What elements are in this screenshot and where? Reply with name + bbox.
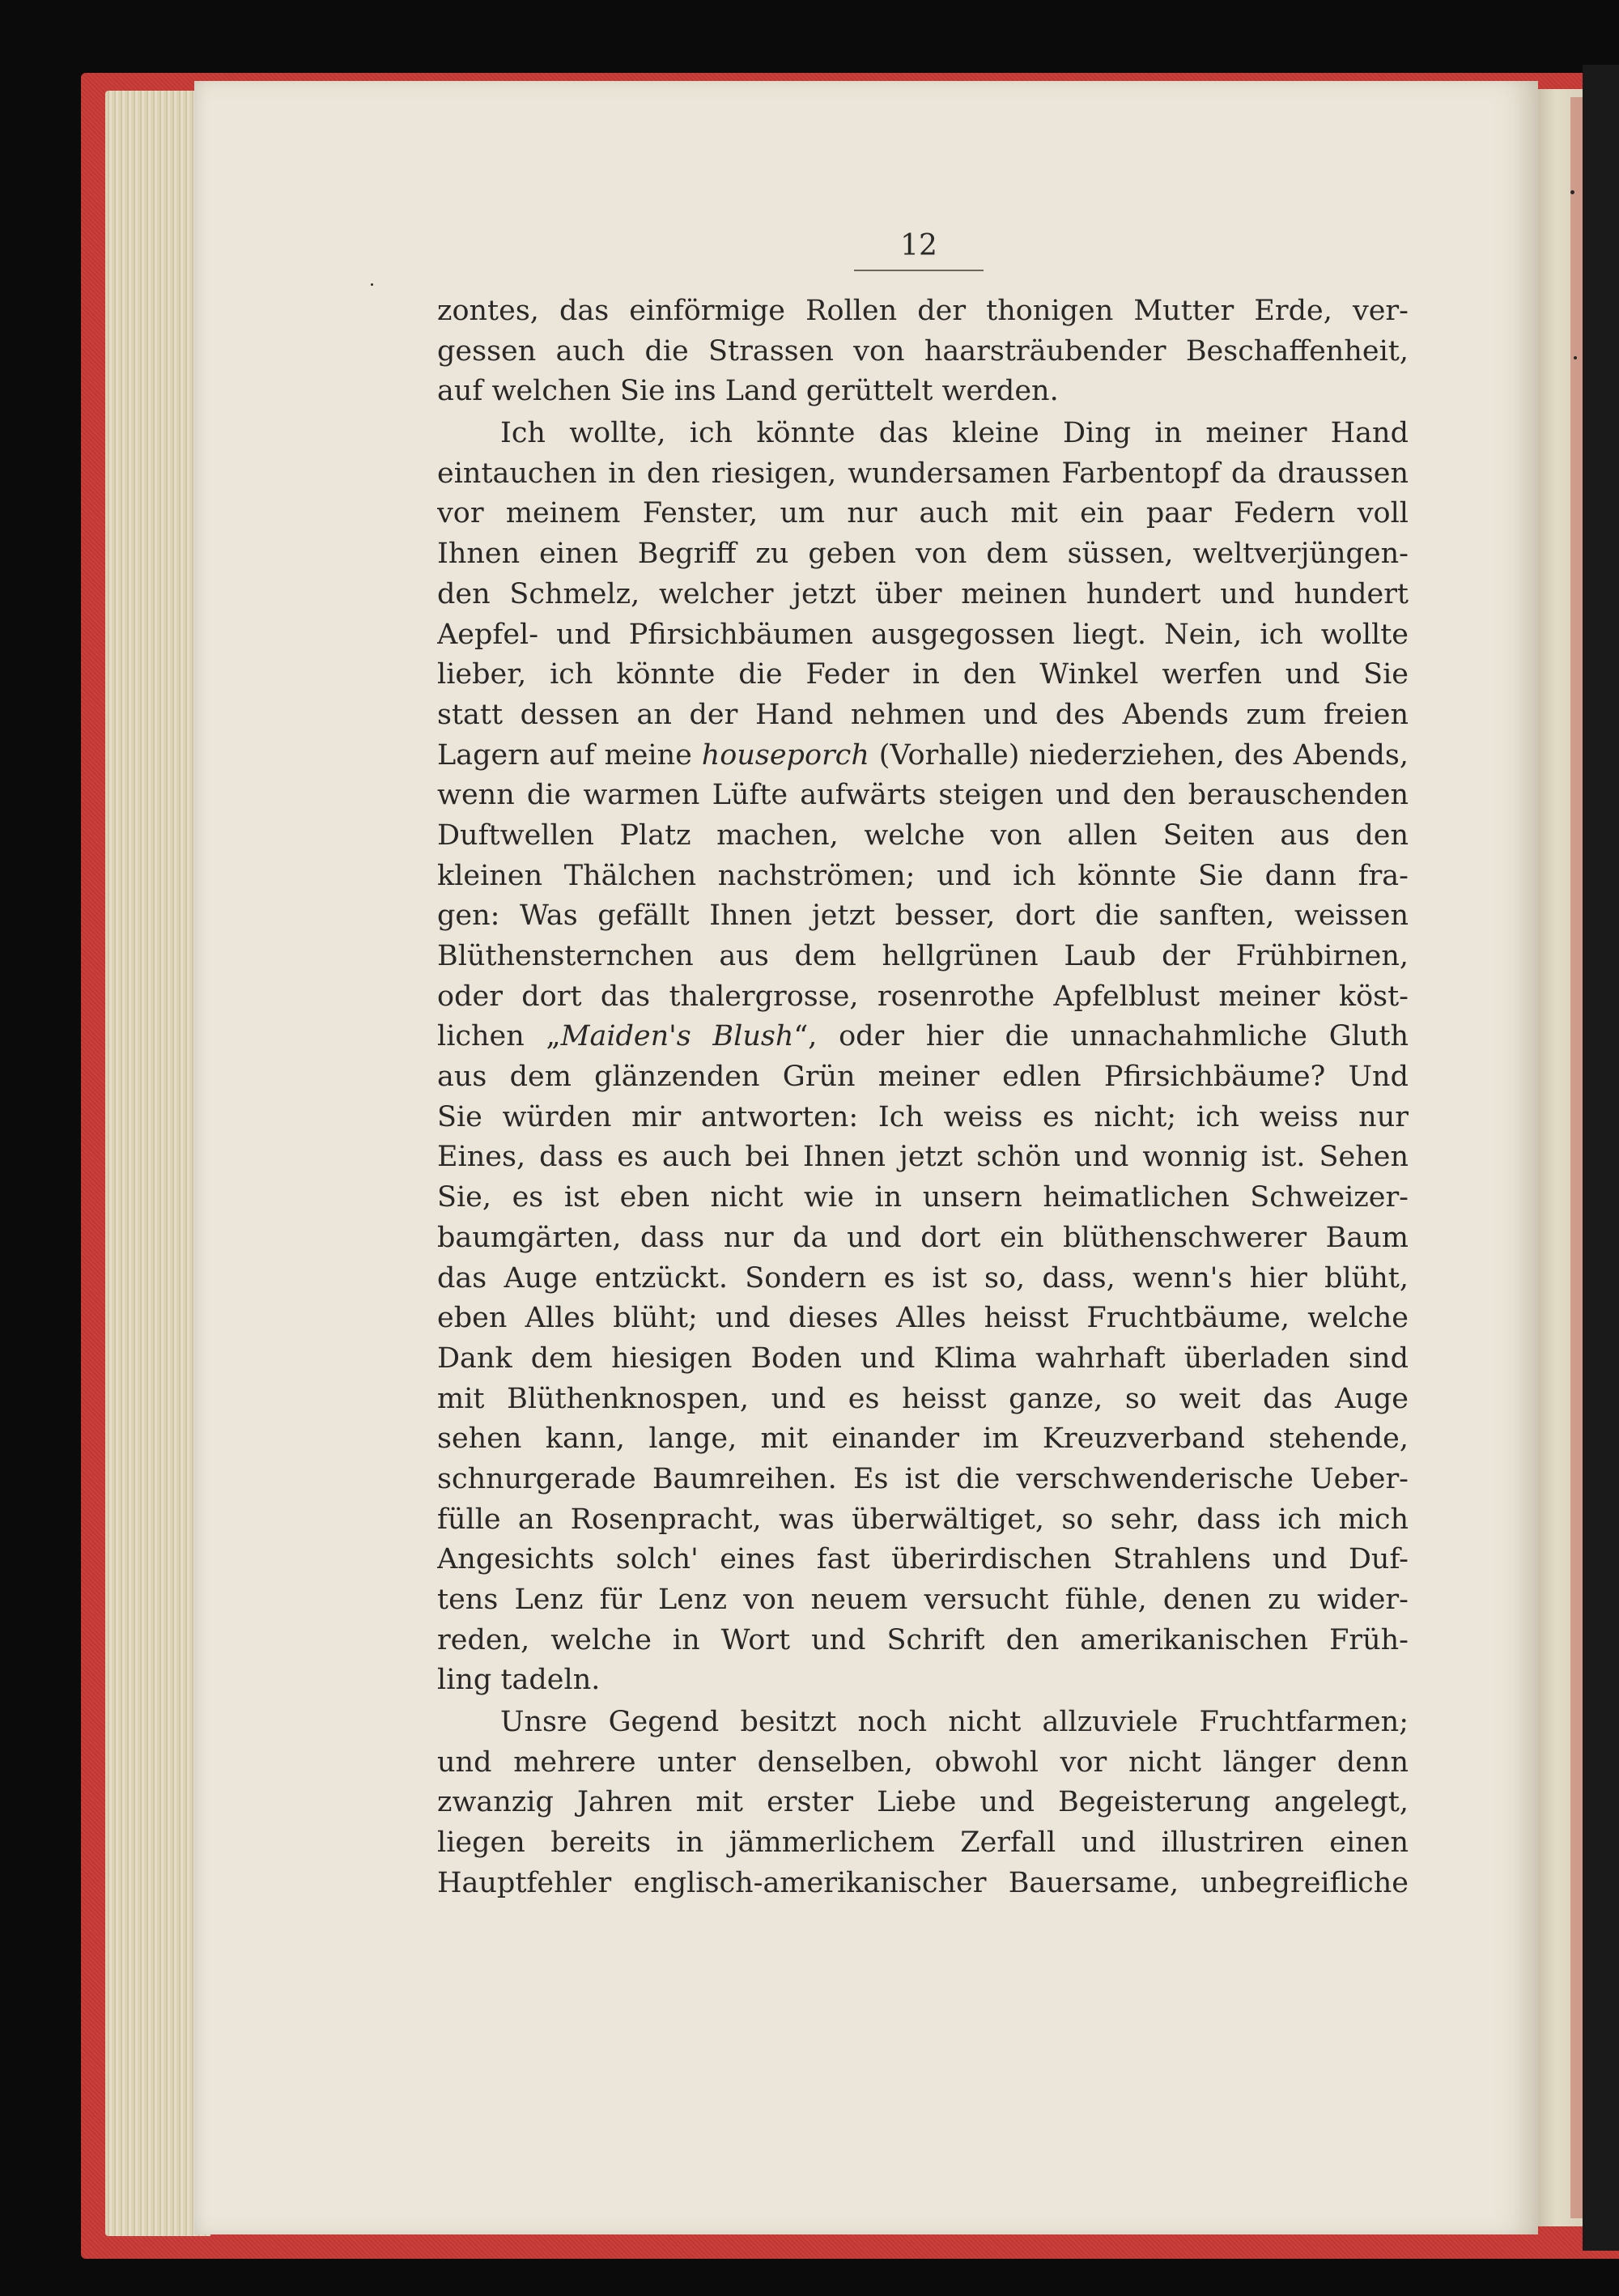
dark-background-edge (1583, 65, 1619, 2251)
text-segment: (Vorhalle) niederziehen, des Abends, (869, 738, 1409, 772)
text-line: gen: Was gefällt Ihnen jetzt besser, dort die sanften, weissen (437, 899, 1409, 933)
text-line: eben Alles blüht; und dieses Alles heisst Fruchtbäume, welche (437, 1302, 1409, 1335)
page-number: 12 (900, 229, 937, 262)
text-line: das Auge entzückt. Sondern es ist so, dass, wenn's hier blüht, (437, 1261, 1409, 1295)
text-line: Dank dem hiesigen Boden und Klima wahrhaft überladen sind (437, 1341, 1409, 1375)
page-number-rule (854, 270, 984, 271)
text-line: zontes, das einförmige Rollen der thonigen Mutter Erde, ver- (437, 295, 1409, 327)
text-line: Angesichts solch' eines fast überirdischen Strahlens und Duf- (437, 1543, 1409, 1576)
text-line: Hauptfehler englisch-amerikanischer Bauersame, unbegreifliche (437, 1866, 1409, 1899)
text-line: gessen auch die Strassen von haarsträubender Beschaffenheit, (437, 334, 1409, 368)
text-line: Sie würden mir antworten: Ich weiss es nicht; ich weiss nur (437, 1100, 1409, 1133)
text-line: sehen kann, lange, mit einander im Kreuzverband stehende, (437, 1422, 1409, 1456)
text-line: ling tadeln. (437, 1664, 601, 1697)
text-line: und mehrere unter denselben, obwohl vor nicht länger denn (437, 1745, 1409, 1779)
text-line: liegen bereits in jämmerlichem Zerfall und illustriren einen (437, 1826, 1409, 1860)
ink-speck (371, 283, 373, 286)
text-line: Ihnen einen Begriff zu geben von dem süssen, weltverjüngen- (437, 538, 1409, 571)
text-line: vor meinem Fenster, um nur auch mit ein paar Federn voll (437, 497, 1409, 530)
text-line: Sie, es ist eben nicht wie in unsern heimatlichen Schweizer- (437, 1181, 1409, 1214)
text-line: baumgärten, dass nur da und dort ein blüthenschwerer Baum (437, 1221, 1409, 1254)
text-line: Ich wollte, ich könnte das kleine Ding in meiner Hand (500, 417, 1409, 450)
text-line: schnurgerade Baumreihen. Es ist die verschwenderische Ueber- (437, 1462, 1409, 1495)
text-line: lieber, ich könnte die Feder in den Winkel werfen und Sie (437, 658, 1409, 691)
text-line: mit Blüthenknospen, und es heisst ganze, so weit das Auge (437, 1382, 1409, 1415)
text-line: Duftwellen Platz machen, welche von allen Seiten aus den (437, 818, 1409, 852)
text-line: statt dessen an der Hand nehmen und des Abends zum freien (437, 698, 1409, 731)
text-line: wenn die warmen Lüfte aufwärts steigen und den berauschenden (437, 779, 1409, 812)
text-segment: lichen „ (437, 1020, 561, 1053)
text-segment: “, oder hier die unnachahmliche Gluth (793, 1020, 1409, 1053)
body-text (437, 291, 1409, 1904)
italic-term: Maiden's Blush (560, 1020, 794, 1053)
text-line: tens Lenz für Lenz von neuem versucht fühle, denen zu wider- (437, 1584, 1409, 1616)
text-line: eintauchen in den riesigen, wundersamen Farbentopf da draussen (437, 457, 1409, 490)
ink-speck (1570, 190, 1574, 194)
text-line: aus dem glänzenden Grün meiner edlen Pfirsichbäume? Und (437, 1061, 1409, 1094)
text-segment: Lagern auf meine (437, 738, 702, 772)
text-line: Unsre Gegend besitzt noch nicht allzuviele Fruchtfarmen; (500, 1706, 1409, 1739)
text-line: auf welchen Sie ins Land gerüttelt werden. (437, 375, 1059, 408)
text-line: Eines, dass es auch bei Ihnen jetzt schön und wonnig ist. Sehen (437, 1141, 1409, 1174)
text-line: kleinen Thälchen nachströmen; und ich könnte Sie dann fra- (437, 859, 1409, 892)
text-line: Aepfel- und Pfirsichbäumen ausgegossen liegt. Nein, ich wollte (437, 618, 1409, 651)
text-line: reden, welche in Wort und Schrift den amerikanischen Früh- (437, 1623, 1409, 1656)
ink-speck (1574, 356, 1577, 359)
text-line: fülle an Rosenpracht, was überwältiget, so sehr, dass ich mich (437, 1503, 1409, 1536)
text-line (437, 1017, 1409, 1057)
text-line: oder dort das thalergrosse, rosenrothe Apfelblust meiner köst- (437, 980, 1409, 1013)
text-line: den Schmelz, welcher jetzt über meinen hundert und hundert (437, 577, 1409, 610)
text-line (437, 736, 1409, 776)
text-line: zwanzig Jahren mit erster Liebe und Begeisterung angelegt, (437, 1786, 1409, 1819)
text-line: Blüthensternchen aus dem hellgrünen Laub der Frühbirnen, (437, 940, 1409, 972)
italic-term: houseporch (701, 738, 869, 772)
